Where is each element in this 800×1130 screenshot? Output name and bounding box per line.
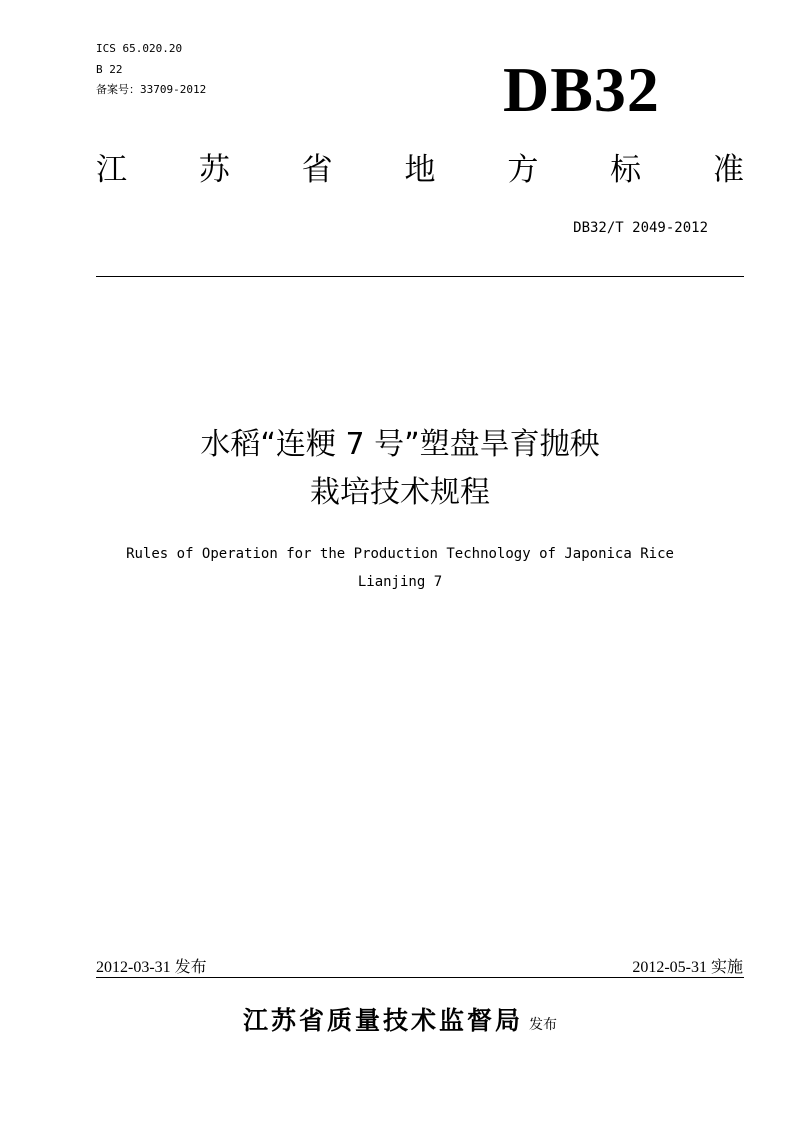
english-title-line-2: Lianjing 7 [357,574,443,590]
publisher-name: 江苏省质量技术监督局 [242,1006,523,1035]
standard-type-char: 方 [507,152,539,188]
standard-type-char: 标 [610,152,642,188]
issue-date: 2012-03-31 发布 [96,959,207,976]
publisher-suffix: 发布 [529,1017,557,1033]
record-number: 备案号：33709-2012 [96,83,207,96]
classification-code: B 22 [96,63,123,76]
publisher-line [0,1001,800,1037]
header-divider [96,276,744,277]
standard-number: DB32/T 2049-2012 [573,220,708,236]
standard-code: DB32 [503,54,660,125]
standard-type-char: 江 [96,152,127,188]
implementation-date: 2012-05-31 实施 [632,959,743,976]
standard-type-char: 准 [712,152,744,188]
document-title-line-2: 栽培技术规程 [310,475,490,510]
standard-type-char: 地 [404,152,436,188]
standard-type-char: 省 [301,152,333,188]
standard-type-title [96,150,744,190]
standard-type-char: 苏 [198,152,230,188]
document-title-line-1: 水稻“连粳 7 号”塑盘旱育抛秧 [200,427,600,462]
ics-code: ICS 65.020.20 [96,42,183,55]
footer-divider [96,977,744,978]
english-title-line-1: Rules of Operation for the Production Technology of Japonica Rice [126,546,674,562]
